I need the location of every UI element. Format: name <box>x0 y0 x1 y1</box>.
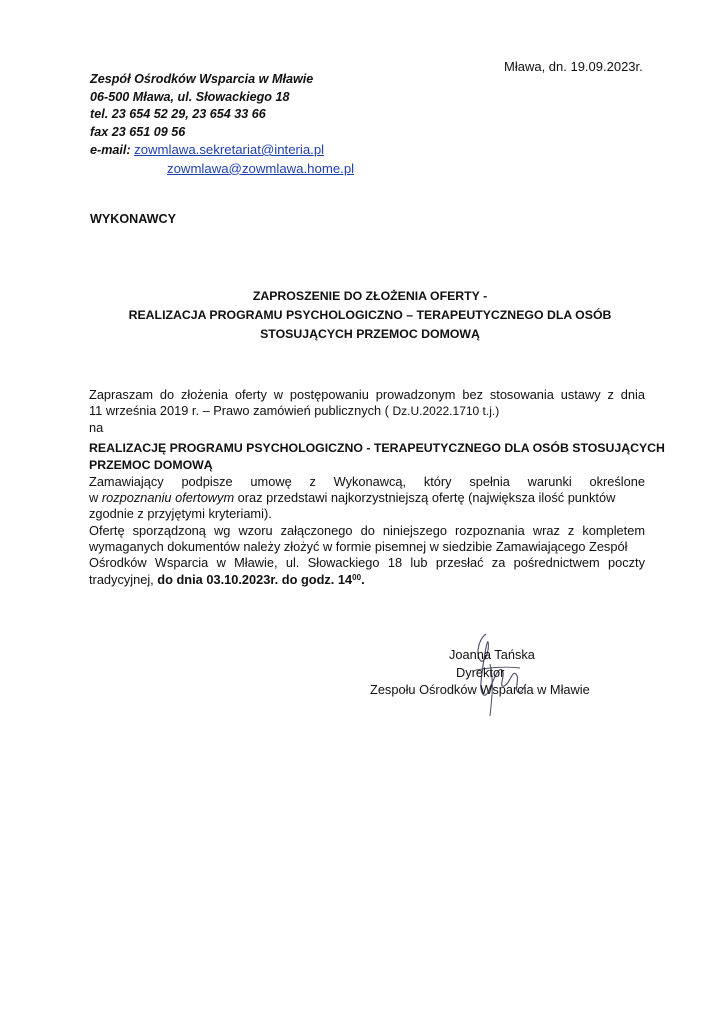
program-title <box>89 440 665 474</box>
title-line-3: STOSUJĄCYCH PRZEMOC DOMOWĄ <box>260 327 480 341</box>
recipient: WYKONAWCY <box>90 212 177 226</box>
sender-email-row <box>90 141 354 160</box>
law-reference: Dz.U.2022.1710 t.j.) <box>392 404 500 419</box>
place-date: Mława, dn. 19.09.2023r. <box>504 59 643 74</box>
sender-tel: tel. 23 654 52 29, 23 654 33 66 <box>90 107 266 121</box>
deadline-text <box>157 572 364 587</box>
deadline-minutes: 00 <box>352 572 362 582</box>
sender-block <box>90 71 354 178</box>
letter-body <box>89 387 665 588</box>
paragraph-3-line-3: Ośrodków Wsparcia w Mławie, ul. Słowackiego 18 lub przesłać za pośrednictwem poczty <box>89 555 645 571</box>
paragraph-3-line-2: wymaganych dokumentów należy złożyć w formie pisemnej w siedzibie Zamawiającego Zespół <box>89 539 628 555</box>
paragraph-2-line-3: zgodnie z przyjętymi kryteriami). <box>89 506 272 522</box>
program-title-line-2: PRZEMOC DOMOWĄ <box>89 457 213 472</box>
signatory-organization: Zespołu Ośrodków Wsparcia w Mławie <box>370 682 590 697</box>
p2-post: oraz przedstawi najkorzystniejszą ofertę (największa ilość punktów <box>234 490 616 506</box>
sender-fax: fax 23 651 09 56 <box>90 124 186 139</box>
deadline-end: . <box>361 571 365 587</box>
paragraph-1-line-2 <box>89 403 645 419</box>
p3-pre: tradycyjnej, <box>89 571 158 587</box>
sender-email-row-2 <box>90 160 354 179</box>
paragraph-1-line-3: na <box>89 419 104 435</box>
signatory-name: Joanna Tańska <box>449 647 535 662</box>
email-link-2[interactable]: zowmlawa@zowmlawa.home.pl <box>167 160 355 176</box>
paragraph-3-line-1: Ofertę sporządzoną wg wzoru załączonego do niniejszego rozpoznania wraz z kompletem <box>89 522 645 538</box>
p2-pre: w <box>89 490 102 506</box>
signature-block <box>370 646 630 699</box>
sender-name: Zespół Ośrodków Wsparcia w Mławie <box>90 72 314 86</box>
paragraph-1-line-1: Zapraszam do złożenia oferty w postępowaniu prowadzonym bez stosowania ustawy z dnia <box>89 387 645 402</box>
program-title-line-1: REALIZACJĘ PROGRAMU PSYCHOLOGICZNO - TERAPEUTYCZNEGO DLA OSÓB STOSUJĄCYCH <box>89 440 665 455</box>
signatory-role: Dyrektor <box>456 664 505 680</box>
p2-italic: rozpoznaniu ofertowym <box>101 490 235 506</box>
title-line-1: ZAPROSZENIE DO ZŁOŻENIA OFERTY - <box>252 289 488 303</box>
email-link-1[interactable]: zowmlawa.sekretariat@interia.pl <box>134 142 325 157</box>
title-line-2: REALIZACJA PROGRAMU PSYCHOLOGICZNO – TERAPEUTYCZNEGO DLA OSÓB <box>128 308 612 322</box>
paragraph-2-line-2 <box>89 490 645 506</box>
sender-address: 06-500 Mława, ul. Słowackiego 18 <box>90 89 290 104</box>
law-text: 11 września 2019 r. – Prawo zamówień publicznych ( <box>89 403 393 419</box>
paragraph-2-line-1: Zamawiający podpisze umowę z Wykonawcą, który spełnia warunki określone <box>89 473 645 489</box>
email-label: e-mail: <box>90 143 131 157</box>
deadline-main: do dnia 03.10.2023r. do godz. 14 <box>157 571 353 587</box>
paragraph-3-line-4 <box>89 572 645 588</box>
document-title <box>80 287 660 344</box>
